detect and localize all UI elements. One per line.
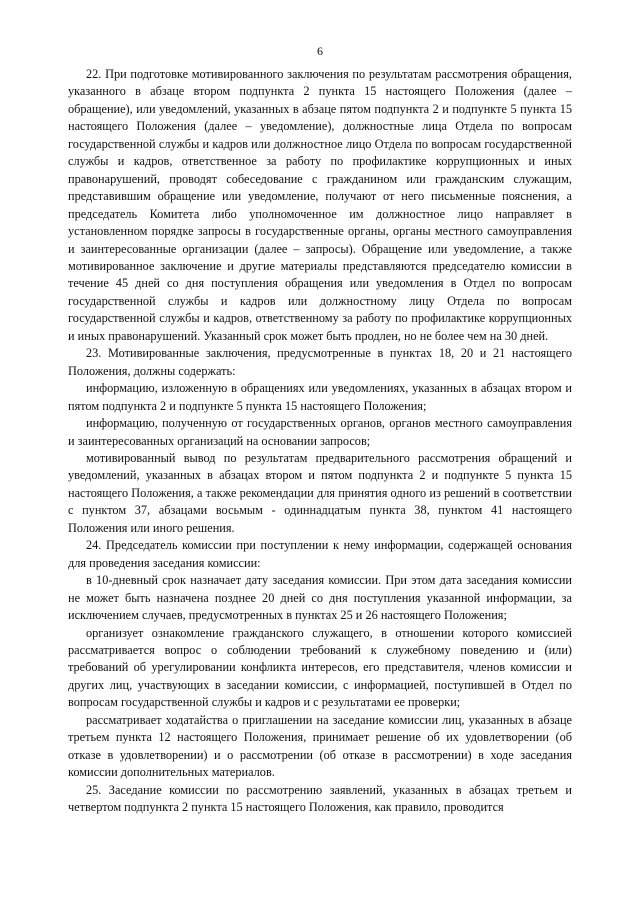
paragraph-25: 25. Заседание комиссии по рассмотрению заявлений, указанных в абзацах третьем и четвертом подпункта 2 пункта 15 настоящего Положения, как правило, проводится	[68, 782, 572, 815]
document-body	[68, 66, 572, 816]
paragraph-24: 24. Председатель комиссии при поступлении к нему информации, содержащей основания для проведения заседания комиссии:	[68, 538, 572, 570]
paragraph-23-item-1: информацию, изложенную в обращениях или уведомлениях, указанных в абзацах втором и пятом подпункта 2 и подпункте 5 пункта 15 настоящего Положения;	[68, 381, 572, 413]
paragraph-24-item-3: рассматривает ходатайства о приглашении на заседание комиссии лиц, указанных в абзаце третьем пункта 12 настоящего Положения, принимает решение об их удовлетворении (об отказе в удовлетворении) и о рассмотрении (об отказе в рассмотрении) в ходе заседания комиссии дополнительных материалов.	[68, 712, 572, 780]
paragraph-22: 22. При подготовке мотивированного заключения по результатам рассмотрения обращения, указанного в абзаце втором подпункта 2 пункта 15 настоящего Положения (далее – обращение), или уведомлений, указанных в абзаце пятом подпункта 2 и подпункте 5 пункта 15 настоящего Положения (далее – уведомление), должностные лица Отдела по вопросам государственной службы и кадров или должностное лицо Отдела по вопросам государственной службы и кадров, ответственное за работу по профилактике коррупционных и иных правонарушений, проводят собеседование с гражданином или гражданским служащим, представившим обращение или уведомление, получают от него письменные пояснения, а председатель Комитета либо уполномоченное им должностное лицо направляет в установленном порядке запросы в государственные органы, органы местного самоуправления и заинтересованные организации (далее – запросы). Обращение или уведомление, а также мотивированное заключение и другие материалы представляются председателю комиссии в течение 45 дней со дня поступления обращения или уведомления в Отдел по вопросам государственной службы и кадров или должностному лицу Отдела по вопросам государственной службы и кадров, ответственному за работу по профилактике коррупционных и иных правонарушений. Указанный срок может быть продлен, но не более чем на 30 дней.	[68, 67, 572, 343]
paragraph-24-item-1: в 10-дневный срок назначает дату заседания комиссии. При этом дата заседания комиссии не может быть назначена позднее 20 дней со дня поступления указанной информации, за исключением случаев, предусмотренных в пунктах 25 и 26 настоящего Положения;	[68, 573, 572, 623]
paragraph-23-item-3: мотивированный вывод по результатам предварительного рассмотрения обращений и уведомлений, указанных в абзацах втором и пятом подпункта 2 и подпункте 5 пункта 15 настоящего Положения, а также рекомендации для принятия одного из решений в соответствии с пунктом 37, абзацами восьмым - одиннадцатым пункта 38, пунктом 41 настоящего Положения или иного решения.	[68, 450, 572, 535]
paragraph-23: 23. Мотивированные заключения, предусмотренные в пунктах 18, 20 и 21 настоящего Положения, должны содержать:	[68, 346, 572, 378]
paragraph-24-item-2: организует ознакомление гражданского служащего, в отношении которого комиссией рассматривается вопрос о соблюдении требований к служебному поведению и (или) требований об урегулировании конфликта интересов, его представителя, членов комиссии и других лиц, участвующих в заседании комиссии, с информацией, поступившей в Отдел по вопросам государственной службы и кадров и с результатами ее проверки;	[68, 625, 572, 710]
page-number: 6	[317, 44, 323, 58]
paragraph-23-item-2: информацию, полученную от государственных органов, органов местного самоуправления и заинтересованных организаций на основании запросов;	[68, 416, 572, 448]
